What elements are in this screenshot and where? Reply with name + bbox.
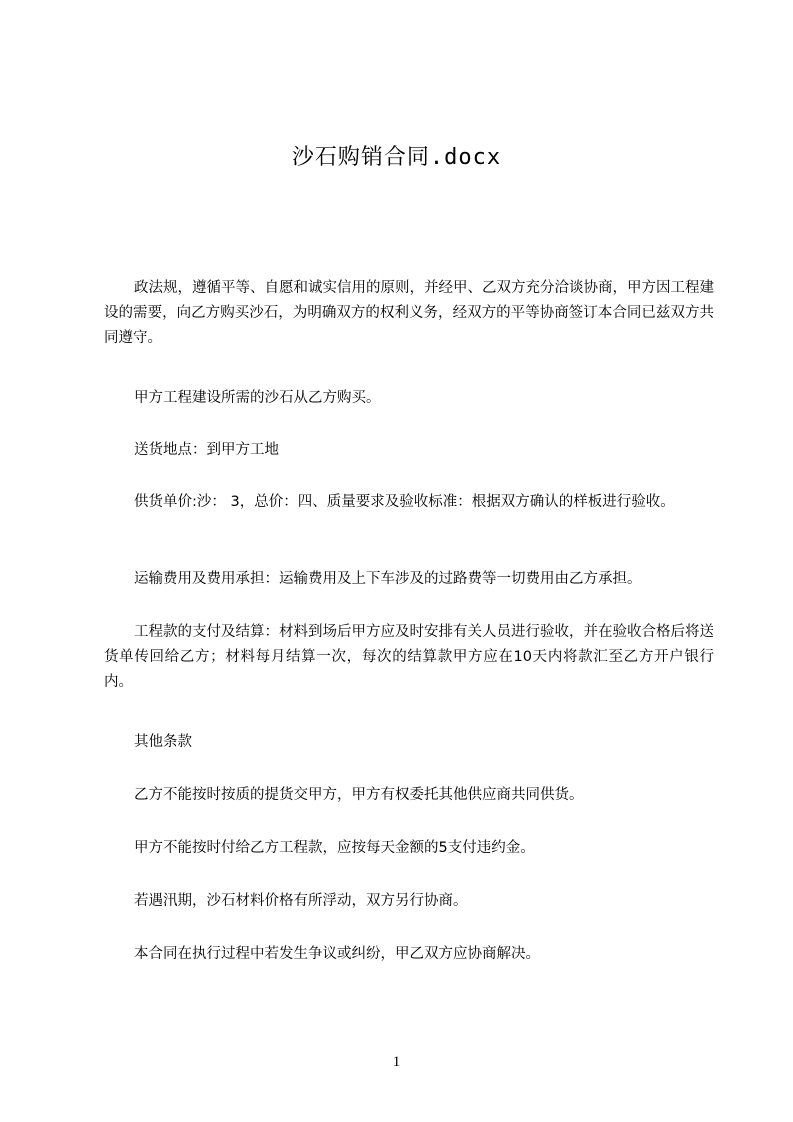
document-title: 沙石购销合同.docx <box>291 145 502 170</box>
paragraph-preamble: 政法规，遵循平等、自愿和诚实信用的原则，并经甲、乙双方充分洽谈协商，甲方因工程建设的需要，向乙方购买沙石，为明确双方的权利义务，经双方的平等协商签订本合同已兹双方共同遵守。 <box>104 280 714 346</box>
paragraph-payment-default: 甲方不能按时付给乙方工程款，应按每天金额的5支付违约金。 <box>134 840 535 856</box>
paragraph-unit-price: 供货单价:沙： 3，总价：四、质量要求及验收标准：根据双方确认的样板进行验收。 <box>134 494 675 510</box>
paragraph-delivery-location: 送货地点：到甲方工地 <box>134 442 279 458</box>
paragraph-payment: 工程款的支付及结算：材料到场后甲方应及时安排有关人员进行验收，并在验收合格后将送货单传回给乙方；材料每月结算一次，每次的结算款甲方应在10天内将款汇至乙方开户银行内。 <box>104 624 714 690</box>
paragraph-dispute: 本合同在执行过程中若发生争议或纠纷，甲乙双方应协商解决。 <box>134 946 540 962</box>
paragraph-flood-season: 若遇汛期，沙石材料价格有所浮动，双方另行协商。 <box>134 893 468 909</box>
paragraph-other-terms: 其他条款 <box>134 734 192 750</box>
paragraph-transport-cost: 运输费用及费用承担：运输费用及上下车涉及的过路费等一切费用由乙方承担。 <box>134 571 642 587</box>
paragraph-supply-default: 乙方不能按时按质的提货交甲方，甲方有权委托其他供应商共同供货。 <box>134 787 584 803</box>
paragraph-purchase: 甲方工程建设所需的沙石从乙方购买。 <box>134 390 381 406</box>
page-number: 1 <box>392 1054 401 1070</box>
